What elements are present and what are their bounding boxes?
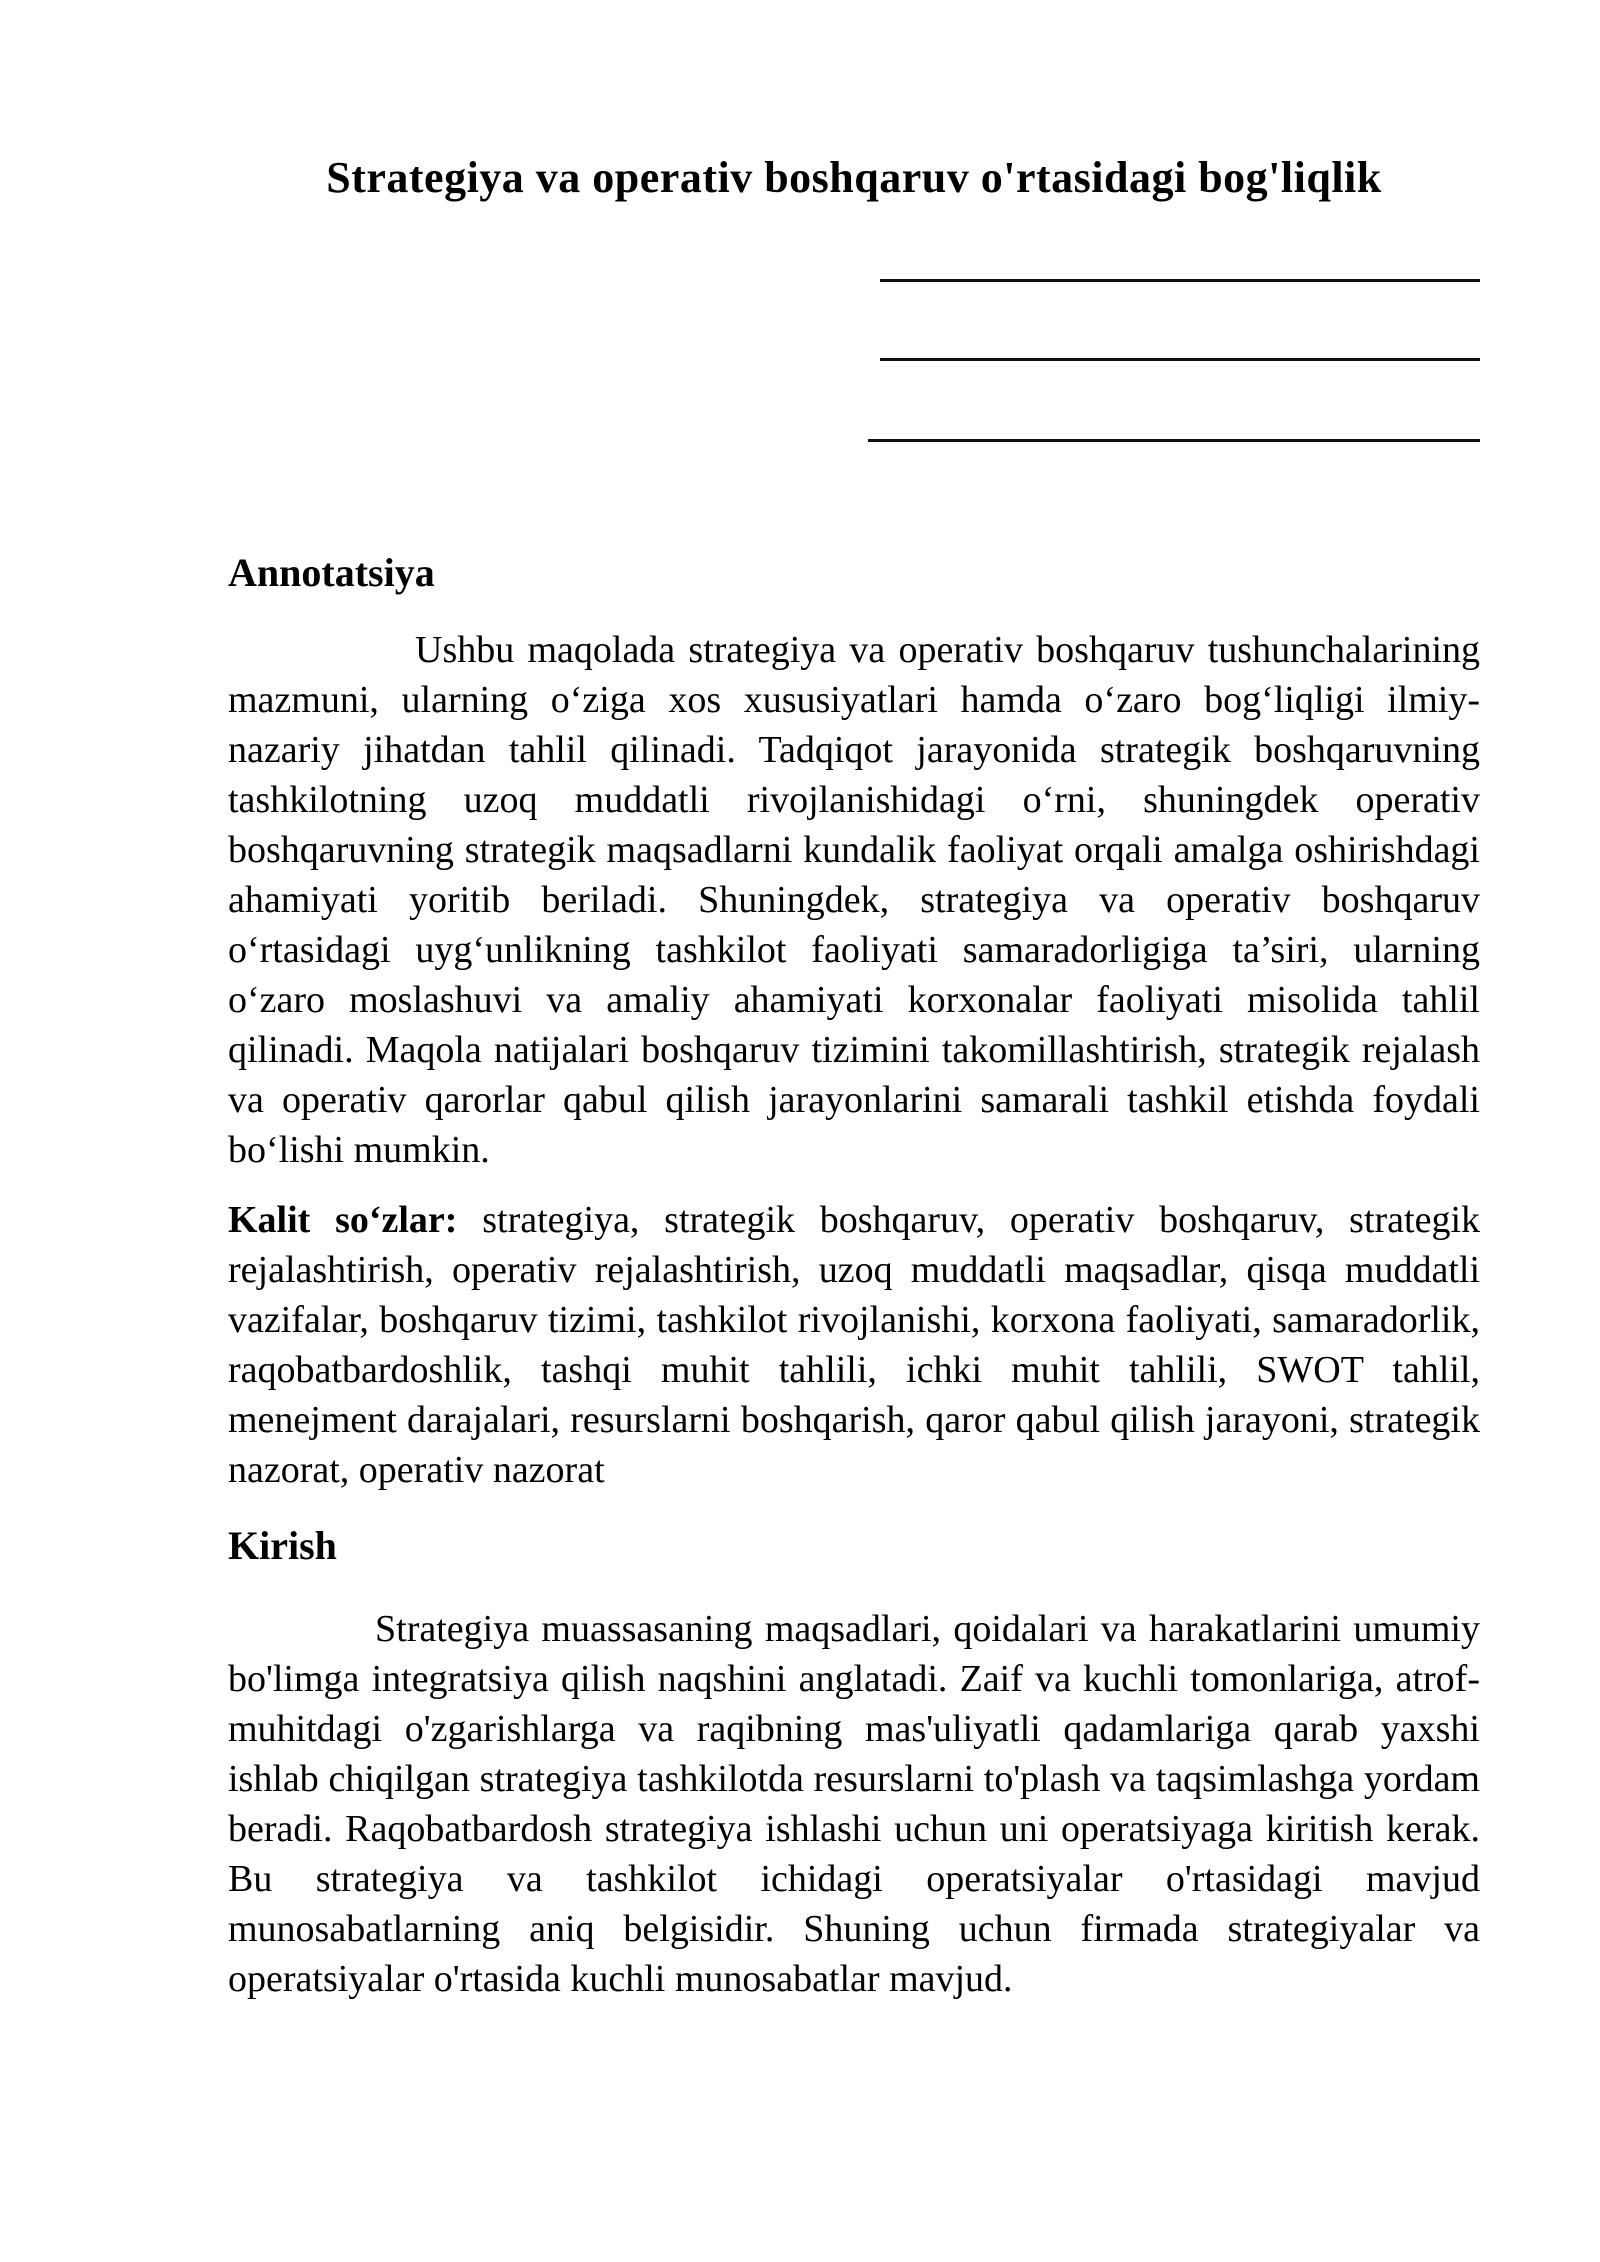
signature-line-3 [228,361,1480,442]
signature-line-1 [228,206,1480,282]
intro-heading: Kirish [228,1523,337,1568]
blank-fill-line [880,279,1480,282]
document-title: Strategiya va operativ boshqaruv o'rtasidagi bog'liqlik [326,153,1382,202]
keywords-paragraph [228,1195,1480,1495]
intro-paragraph: Strategiya muassasaning maqsadlari, qoidalari va harakatlarini umumiy bo'limga integratsiya qilish naqshini anglatadi. Zaif va kuchli tomonlariga, atrof-muhitdagi o'zgarishlarga va raqibning mas'uliyatli qadamlariga qarab yaxshi ishlab chiqilgan strategiya tashkilotda resurslarni to'plash va taqsimlashga yordam beradi. Raqobatbardosh strategiya ishlashi uchun uni operatsiyaga kiritish kerak. Bu strategiya va tashkilot ichidagi operatsiyalar o'rtasidagi mavjud munosabatlarning aniq belgisidir. Shuning uchun firmada strategiyalar va operatsiyalar o'rtasida kuchli munosabatlar mavjud. [228,1608,1480,2000]
keywords-label: Kalit so‘zlar: [228,1199,458,1241]
signature-line-2 [228,282,1480,361]
blank-fill-line [868,439,1480,442]
blank-fill-line [880,358,1480,361]
abstract-heading: Annotatsiya [228,550,435,595]
abstract-paragraph: Ushbu maqolada strategiya va operativ boshqaruv tushunchalarining mazmuni, ularning o‘ziga xos xususiyatlari hamda o‘zaro bog‘liqligi ilmiy-nazariy jihatdan tahlil qilinadi. Tadqiqot jarayonida strategik boshqaruvning tashkilotning uzoq muddatli rivojlanishidagi o‘rni, shuningdek operativ boshqaruvning strategik maqsadlarni kundalik faoliyat orqali amalga oshirishdagi ahamiyati yoritib beriladi. Shuningdek, strategiya va operativ boshqaruv o‘rtasidagi uyg‘unlikning tashkilot faoliyati samaradorligiga ta’siri, ularning o‘zaro moslashuvi va amaliy ahamiyati korxonalar faoliyati misolida tahlil qilinadi. Maqola natijalari boshqaruv tizimini takomillashtirish, strategik rejalash va operativ qarorlar qabul qilish jarayonlarini samarali tashkil etishda foydali bo‘lishi mumkin. [228,629,1480,1171]
keywords-text: strategiya, strategik boshqaruv, operativ boshqaruv, strategik rejalashtirish, operativ rejalashtirish, uzoq muddatli maqsadlar, qisqa muddatli vazifalar, boshqaruv tizimi, tashkilot rivojlanishi, korxona faoliyati, samaradorlik, raqobatbardoshlik, tashqi muhit tahlili, ichki muhit tahlili, SWOT tahlil, menejment darajalari, resurslarni boshqarish, qaror qabul qilish jarayoni, strategik nazorat, operativ nazorat [228,1199,1481,1491]
